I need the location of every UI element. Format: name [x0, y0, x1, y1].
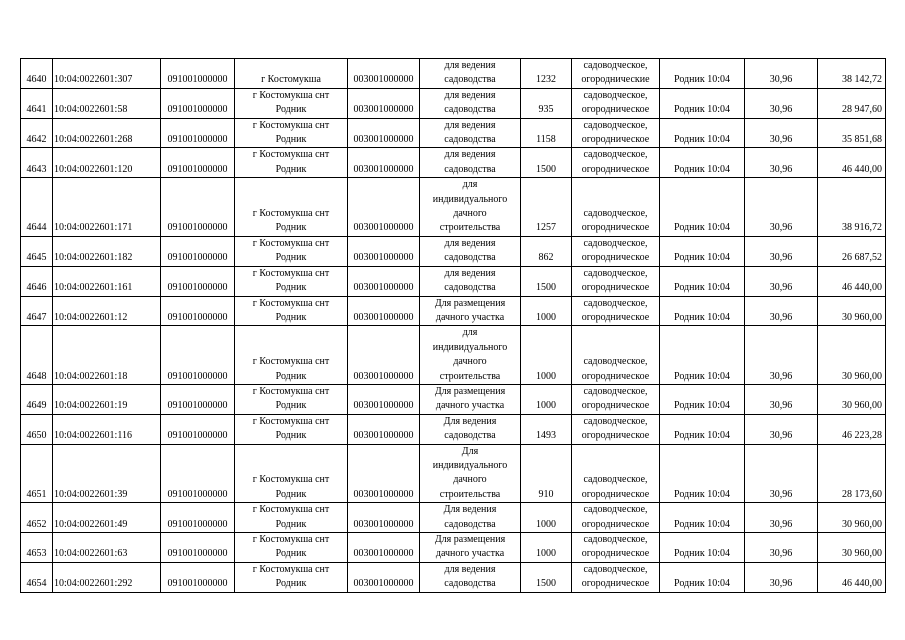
land-use-purpose-cell [420, 59, 521, 89]
location-cell [235, 178, 348, 237]
code-cell: 003001000000 [348, 266, 420, 296]
cadastral-number-cell: 10:04:0022601:292 [53, 562, 161, 592]
land-category-cell [572, 118, 660, 148]
location-cell [235, 148, 348, 178]
land-category-line: садоводческое, [583, 60, 648, 71]
row-number-cell: 4646 [21, 266, 53, 296]
zone-cell: Родник 10:04 [660, 562, 745, 592]
land-category-cell [572, 384, 660, 414]
land-use-purpose-line: дачного участка [435, 311, 505, 323]
code-cell: 003001000000 [348, 296, 420, 326]
location-line: г Костомукша снт [252, 356, 330, 368]
area-cell: 1000 [521, 384, 572, 414]
land-use-purpose-cell [420, 384, 521, 414]
land-use-purpose-cell [420, 296, 521, 326]
location-line: г Костомукша снт [252, 267, 330, 279]
land-use-purpose-line: строительства [439, 370, 501, 382]
cadastral-number-cell: 10:04:0022601:12 [53, 296, 161, 326]
cadastral-number-cell: 10:04:0022601:49 [53, 503, 161, 533]
land-use-purpose-line: для ведения [444, 563, 496, 575]
rate-cell: 30,96 [745, 503, 818, 533]
row-number-cell: 4654 [21, 562, 53, 592]
land-category-line: садоводческое, [583, 149, 648, 161]
area-cell: 862 [521, 236, 572, 266]
location-line: г Костомукша снт [252, 534, 330, 545]
location-line: Родник [275, 252, 307, 264]
land-category-line: садоводческое, [583, 119, 648, 131]
location-cell [235, 88, 348, 118]
row-number-cell: 4652 [21, 503, 53, 533]
location-line: г Костомукша снт [252, 474, 330, 486]
land-category-cell [572, 562, 660, 592]
zone-cell: Родник 10:04 [660, 266, 745, 296]
area-cell: 910 [521, 444, 572, 503]
table-row [21, 266, 886, 296]
land-use-purpose-line: садоводства [444, 163, 496, 175]
rate-cell: 30,96 [745, 88, 818, 118]
zone-cell: Родник 10:04 [660, 236, 745, 266]
rate-cell: 30,96 [745, 148, 818, 178]
land-use-purpose-line: для ведения [444, 267, 496, 279]
land-use-purpose-line: для ведения [444, 149, 496, 161]
code-cell: 003001000000 [348, 118, 420, 148]
zone-cell: Родник 10:04 [660, 414, 745, 444]
code-cell: 003001000000 [348, 503, 420, 533]
cadastral-value-cell: 30 960,00 [818, 326, 886, 385]
land-use-purpose-line: садоводства [444, 74, 496, 86]
location-line: Родник [275, 578, 307, 590]
land-use-purpose-line: дачного [453, 208, 487, 220]
location-cell [235, 503, 348, 533]
code-cell: 003001000000 [348, 444, 420, 503]
row-number-cell: 4650 [21, 414, 53, 444]
land-use-purpose-line: садоводства [444, 134, 496, 146]
land-use-purpose-line: садоводства [444, 104, 496, 116]
table-row [21, 296, 886, 326]
oktmo-code-cell: 091001000000 [161, 444, 235, 503]
land-use-purpose-cell [420, 444, 521, 503]
oktmo-code-cell: 091001000000 [161, 88, 235, 118]
land-use-purpose-line: для [462, 327, 478, 339]
land-category-line: огородническое [581, 578, 650, 590]
land-registry-table [20, 58, 886, 593]
location-line: Родник [275, 370, 307, 382]
location-line: г Костомукша снт [252, 415, 330, 427]
land-category-cell [572, 414, 660, 444]
land-use-purpose-cell [420, 533, 521, 563]
cadastral-value-cell: 46 440,00 [818, 266, 886, 296]
location-line: г Костомукша снт [252, 208, 330, 220]
location-line: г Костомукша снт [252, 297, 330, 309]
land-use-purpose-line: дачного [453, 356, 487, 368]
land-category-cell [572, 236, 660, 266]
land-use-purpose-cell [420, 236, 521, 266]
zone-cell: Родник 10:04 [660, 503, 745, 533]
cadastral-value-cell: 30 960,00 [818, 296, 886, 326]
land-use-purpose-line: садоводства [444, 252, 496, 264]
land-use-purpose-line: дачного участка [435, 548, 505, 560]
rate-cell: 30,96 [745, 59, 818, 89]
rate-cell: 30,96 [745, 444, 818, 503]
table-row [21, 384, 886, 414]
table-row [21, 503, 886, 533]
cadastral-value-cell: 30 960,00 [818, 533, 886, 563]
cadastral-value-cell: 46 223,28 [818, 414, 886, 444]
cadastral-number-cell: 10:04:0022601:39 [53, 444, 161, 503]
location-line: г Костомукша снт [252, 89, 330, 101]
cadastral-value-cell: 28 947,60 [818, 88, 886, 118]
land-category-cell [572, 503, 660, 533]
land-category-cell [572, 59, 660, 89]
land-category-line: садоводческое, [583, 267, 648, 279]
land-category-cell [572, 178, 660, 237]
location-cell [235, 326, 348, 385]
zone-cell: Родник 10:04 [660, 296, 745, 326]
land-use-purpose-line: дачного [453, 474, 487, 486]
location-line: г Костомукша снт [252, 119, 330, 131]
land-category-cell [572, 266, 660, 296]
cadastral-number-cell: 10:04:0022601:19 [53, 384, 161, 414]
location-line: Родник [275, 134, 307, 146]
rate-cell: 30,96 [745, 296, 818, 326]
cadastral-value-cell: 46 440,00 [818, 562, 886, 592]
location-cell [235, 296, 348, 326]
code-cell: 003001000000 [348, 384, 420, 414]
land-use-purpose-line: для ведения [444, 119, 496, 131]
location-cell [235, 236, 348, 266]
table-row [21, 326, 886, 385]
land-use-purpose-cell [420, 148, 521, 178]
cadastral-value-cell: 38 142,72 [818, 59, 886, 89]
location-line: Родник [275, 222, 307, 234]
area-cell: 1000 [521, 296, 572, 326]
cadastral-number-cell: 10:04:0022601:120 [53, 148, 161, 178]
land-category-line: садоводческое, [583, 89, 648, 101]
location-cell [235, 533, 348, 563]
land-use-purpose-cell [420, 503, 521, 533]
table-row [21, 444, 886, 503]
table-row [21, 178, 886, 237]
land-category-line: огородническое [581, 548, 650, 560]
land-use-purpose-line: садоводства [444, 430, 496, 442]
location-line: Родник [275, 163, 307, 175]
land-use-purpose-line: садоводства [444, 578, 496, 590]
oktmo-code-cell: 091001000000 [161, 59, 235, 89]
land-use-purpose-cell [420, 562, 521, 592]
land-use-purpose-cell [420, 414, 521, 444]
code-cell: 003001000000 [348, 59, 420, 89]
land-category-line: садоводческое, [583, 563, 648, 575]
location-line: Родник [275, 104, 307, 116]
land-category-line: огородническое [581, 488, 650, 500]
oktmo-code-cell: 091001000000 [161, 296, 235, 326]
cadastral-number-cell: 10:04:0022601:307 [53, 59, 161, 89]
table-row [21, 118, 886, 148]
location-cell [235, 414, 348, 444]
code-cell: 003001000000 [348, 533, 420, 563]
row-number-cell: 4647 [21, 296, 53, 326]
zone-cell: Родник 10:04 [660, 384, 745, 414]
location-line: Родник [275, 400, 307, 412]
oktmo-code-cell: 091001000000 [161, 118, 235, 148]
oktmo-code-cell: 091001000000 [161, 503, 235, 533]
land-use-purpose-line: индивидуального [432, 341, 508, 353]
cadastral-value-cell: 35 851,68 [818, 118, 886, 148]
rate-cell: 30,96 [745, 384, 818, 414]
zone-cell: Родник 10:04 [660, 88, 745, 118]
zone-cell: Родник 10:04 [660, 326, 745, 385]
cadastral-number-cell: 10:04:0022601:182 [53, 236, 161, 266]
location-line: г Костомукша снт [252, 504, 330, 516]
row-number-cell: 4648 [21, 326, 53, 385]
location-line: Родник [275, 548, 307, 560]
land-use-purpose-line: для [462, 179, 478, 191]
land-category-line: огородническое [581, 252, 650, 264]
land-category-line: огороднические [581, 74, 650, 86]
cadastral-number-cell: 10:04:0022601:161 [53, 266, 161, 296]
cadastral-value-cell: 30 960,00 [818, 503, 886, 533]
land-category-line: садоводческое, [583, 356, 648, 368]
land-category-line: садоводческое, [583, 385, 648, 397]
location-line: Родник [275, 488, 307, 500]
land-use-purpose-line: Для размещения [434, 534, 506, 545]
code-cell: 003001000000 [348, 562, 420, 592]
area-cell: 1500 [521, 148, 572, 178]
cadastral-value-cell: 26 687,52 [818, 236, 886, 266]
land-category-line: садоводческое, [583, 415, 648, 427]
table-row [21, 533, 886, 563]
land-use-purpose-line: для ведения [444, 89, 496, 101]
location-cell [235, 562, 348, 592]
location-cell [235, 118, 348, 148]
land-use-purpose-line: Для [461, 445, 479, 457]
rate-cell: 30,96 [745, 118, 818, 148]
location-cell [235, 444, 348, 503]
oktmo-code-cell: 091001000000 [161, 414, 235, 444]
land-category-line: огородническое [581, 222, 650, 234]
cadastral-value-cell: 46 440,00 [818, 148, 886, 178]
zone-cell: Родник 10:04 [660, 533, 745, 563]
land-category-line: садоводческое, [583, 474, 648, 486]
area-cell: 1493 [521, 414, 572, 444]
area-cell: 1000 [521, 326, 572, 385]
row-number-cell: 4653 [21, 533, 53, 563]
land-use-purpose-line: индивидуального [432, 193, 508, 205]
row-number-cell: 4640 [21, 59, 53, 89]
location-cell [235, 59, 348, 89]
land-category-line: огородническое [581, 163, 650, 175]
cadastral-value-cell: 30 960,00 [818, 384, 886, 414]
land-use-purpose-line: дачного участка [435, 400, 505, 412]
table-row [21, 59, 886, 89]
land-category-line: садоводческое, [583, 504, 648, 516]
oktmo-code-cell: 091001000000 [161, 533, 235, 563]
oktmo-code-cell: 091001000000 [161, 266, 235, 296]
land-category-line: огородническое [581, 134, 650, 146]
row-number-cell: 4651 [21, 444, 53, 503]
rate-cell: 30,96 [745, 178, 818, 237]
location-cell [235, 266, 348, 296]
land-category-cell [572, 88, 660, 118]
cadastral-number-cell: 10:04:0022601:171 [53, 178, 161, 237]
row-number-cell: 4643 [21, 148, 53, 178]
location-line: г Костомукша снт [252, 563, 330, 575]
cadastral-number-cell: 10:04:0022601:268 [53, 118, 161, 148]
table-row [21, 148, 886, 178]
row-number-cell: 4649 [21, 384, 53, 414]
area-cell: 1232 [521, 59, 572, 89]
land-use-purpose-line: Для ведения [443, 504, 497, 516]
area-cell: 1257 [521, 178, 572, 237]
rate-cell: 30,96 [745, 266, 818, 296]
table-row [21, 236, 886, 266]
table-body [21, 59, 886, 593]
location-line: г Костомукша снт [252, 149, 330, 161]
land-category-line: садоводческое, [583, 237, 648, 249]
zone-cell: Родник 10:04 [660, 118, 745, 148]
row-number-cell: 4644 [21, 178, 53, 237]
code-cell: 003001000000 [348, 148, 420, 178]
table-row [21, 562, 886, 592]
land-use-purpose-cell [420, 118, 521, 148]
land-category-cell [572, 444, 660, 503]
land-category-cell [572, 533, 660, 563]
land-category-line: огородническое [581, 400, 650, 412]
location-line: Родник [275, 430, 307, 442]
land-use-purpose-line: Для размещения [434, 297, 506, 309]
rate-cell: 30,96 [745, 562, 818, 592]
location-line: г Костомукша [261, 74, 321, 86]
cadastral-value-cell: 38 916,72 [818, 178, 886, 237]
rate-cell: 30,96 [745, 236, 818, 266]
cadastral-number-cell: 10:04:0022601:63 [53, 533, 161, 563]
rate-cell: 30,96 [745, 533, 818, 563]
code-cell: 003001000000 [348, 326, 420, 385]
rate-cell: 30,96 [745, 414, 818, 444]
oktmo-code-cell: 091001000000 [161, 562, 235, 592]
area-cell: 1158 [521, 118, 572, 148]
oktmo-code-cell: 091001000000 [161, 148, 235, 178]
location-cell [235, 384, 348, 414]
code-cell: 003001000000 [348, 178, 420, 237]
row-number-cell: 4645 [21, 236, 53, 266]
oktmo-code-cell: 091001000000 [161, 178, 235, 237]
cadastral-value-cell: 28 173,60 [818, 444, 886, 503]
land-category-line: огородническое [581, 311, 650, 323]
land-use-purpose-cell [420, 266, 521, 296]
land-use-purpose-line: для ведения [444, 237, 496, 249]
location-line: Родник [275, 282, 307, 294]
area-cell: 1500 [521, 266, 572, 296]
cadastral-number-cell: 10:04:0022601:116 [53, 414, 161, 444]
area-cell: 1500 [521, 562, 572, 592]
table-row [21, 414, 886, 444]
area-cell: 935 [521, 88, 572, 118]
row-number-cell: 4642 [21, 118, 53, 148]
land-category-line: огородническое [581, 518, 650, 530]
rate-cell: 30,96 [745, 326, 818, 385]
row-number-cell: 4641 [21, 88, 53, 118]
zone-cell: Родник 10:04 [660, 444, 745, 503]
location-line: г Костомукша снт [252, 385, 330, 397]
land-use-purpose-cell [420, 326, 521, 385]
location-line: г Костомукша снт [252, 237, 330, 249]
land-category-cell [572, 296, 660, 326]
code-cell: 003001000000 [348, 236, 420, 266]
oktmo-code-cell: 091001000000 [161, 326, 235, 385]
land-use-purpose-line: садоводства [444, 518, 496, 530]
land-category-line: садоводческое, [583, 208, 648, 220]
land-category-line: садоводческое, [583, 534, 648, 545]
table-row [21, 88, 886, 118]
land-use-purpose-cell [420, 178, 521, 237]
location-line: Родник [275, 518, 307, 530]
oktmo-code-cell: 091001000000 [161, 384, 235, 414]
land-use-purpose-line: индивидуального [432, 459, 508, 471]
land-use-purpose-line: Для размещения [434, 385, 506, 397]
land-use-purpose-line: строительства [439, 222, 501, 234]
zone-cell: Родник 10:04 [660, 148, 745, 178]
area-cell: 1000 [521, 503, 572, 533]
land-category-line: огородническое [581, 104, 650, 116]
zone-cell: Родник 10:04 [660, 59, 745, 89]
land-use-purpose-cell [420, 88, 521, 118]
oktmo-code-cell: 091001000000 [161, 236, 235, 266]
land-category-cell [572, 326, 660, 385]
cadastral-number-cell: 10:04:0022601:18 [53, 326, 161, 385]
land-use-purpose-line: для ведения [444, 60, 496, 71]
land-use-purpose-line: Для ведения [443, 415, 497, 427]
land-category-cell [572, 148, 660, 178]
location-line: Родник [275, 311, 307, 323]
land-category-line: огородническое [581, 282, 650, 294]
land-category-line: огородническое [581, 430, 650, 442]
code-cell: 003001000000 [348, 88, 420, 118]
cadastral-number-cell: 10:04:0022601:58 [53, 88, 161, 118]
zone-cell: Родник 10:04 [660, 178, 745, 237]
land-use-purpose-line: садоводства [444, 282, 496, 294]
land-use-purpose-line: строительства [439, 488, 501, 500]
area-cell: 1000 [521, 533, 572, 563]
code-cell: 003001000000 [348, 414, 420, 444]
land-category-line: огородническое [581, 370, 650, 382]
land-category-line: садоводческое, [583, 297, 648, 309]
